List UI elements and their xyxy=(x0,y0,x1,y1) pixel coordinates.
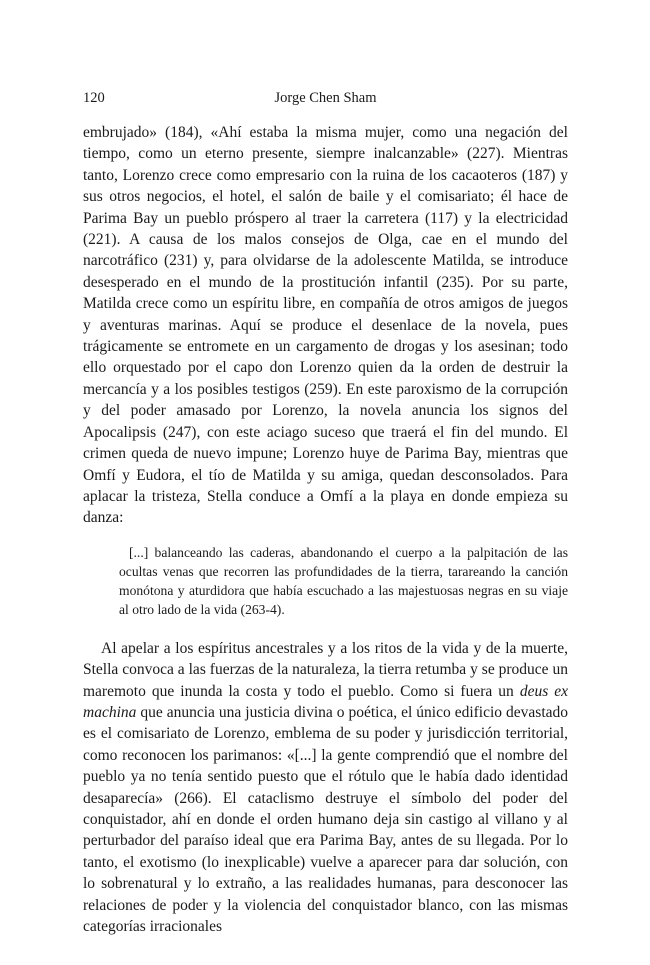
book-page xyxy=(83,88,568,937)
page-number: 120 xyxy=(83,90,105,106)
paragraph-continued: embrujado» (184), «Ahí estaba la misma mujer, como una negación del tiempo, como un eterno presente, siempre inalcanzable» (227). Mientras tanto, Lorenzo crece como empresario con la ruina de los cacaoteros (187) y sus otros negocios, el hotel, el salón de baile y el comisariato; él hace de Parima Bay un pueblo próspero al traer la carretera (117) y la electricidad (221). A causa de los malos consejos de Olga, cae en el mundo del narcotráfico (231) y, para olvidarse de la adolescente Matilda, se introduce desesperado en el mundo de la prostitución infantil (235). Por su parte, Matilda crece como un espíritu libre, en compañía de otros amigos de juegos y aventuras marinas. Aquí se produce el desenlace de la novela, pues trágicamente se entromete en un cargamento de drogas y los asesinan; todo ello orquestado por el capo don Lorenzo quien da la orden de destruir la mercancía y a los posibles testigos (259). En este paroxismo de la corrupción y del poder amasado por Lorenzo, la novela anuncia los signos del Apocalipsis (247), con este aciago suceso que traerá el fin del mundo. El crimen queda de nuevo impune; Lorenzo huye de Parima Bay, mientras que Omfí y Eudora, el tío de Matilda y su amiga, quedan desconsolados. Para aplacar la tristeza, Stella conduce a Omfí a la playa en donde empieza su danza: xyxy=(83,124,568,527)
paragraph xyxy=(83,638,568,938)
paragraph-text-end: que anuncia una justicia divina o poética, el único edificio devastado es el comisariato de Lorenzo, emblema de su poder y jurisdicción territorial, como reconocen los parimanos: «[...] la gente comprendió que el nombre del pueblo ya no tenía sentido puesto que el rótulo que le había dado identidad desaparecía» (266). El cataclismo destruye el símbolo del poder del conquistador, ahí en donde el orden humano deja sin castigo al villano y al perturbador del paraíso ideal que era Parima Bay, antes de su llegada. Por lo tanto, el exotismo (lo inexplicable) vuelve a aparecer para dar solución, con lo sobrenatural y lo extraño, a las realidades humanas, para desconocer las relaciones de poder y la violencia del conquistador blanco, con las mismas categorías irracionales xyxy=(83,703,568,935)
block-quote-text: [...] balanceando las caderas, abandonando el cuerpo a la palpitación de las ocultas venas que recorren las profundidades de la tierra, tarareando la canción monótona y aturdidora que había escuchado a las majestuosas negras en su viaje al otro lado de la vida (263-4). xyxy=(119,544,568,617)
block-quote xyxy=(119,543,568,619)
running-title: Jorge Chen Sham xyxy=(274,90,377,106)
body-text xyxy=(83,122,568,937)
italic-phrase: deus ex machina xyxy=(83,682,569,721)
running-head xyxy=(83,88,568,108)
paragraph-text-start: Al apelar a los espíritus ancestrales y a los ritos de la vida y de la muerte, Stella convoca a las fuerzas de la naturaleza, la tierra retumba y se produce un maremoto que inunda la costa y todo el pueblo. Como si fuera un xyxy=(83,639,568,700)
